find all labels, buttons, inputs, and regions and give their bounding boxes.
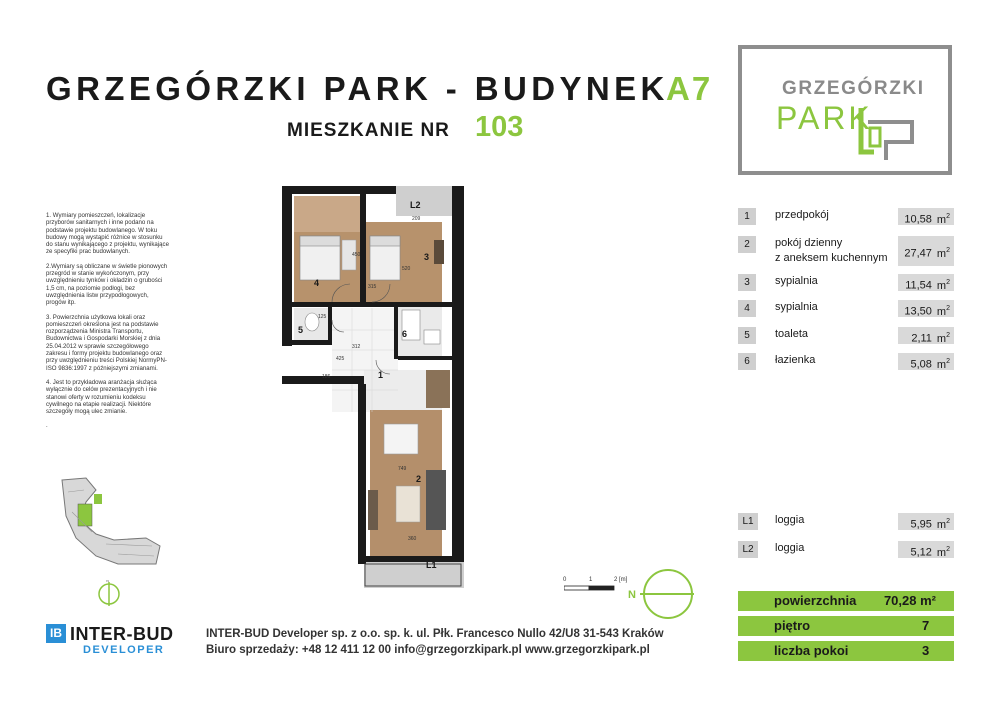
plan-label-6: 6	[402, 329, 408, 339]
room-6-name: łazienka	[775, 354, 816, 366]
note-4: 4. Jest to przykładowa aranżacja służąca wyłącznie do celów prezentacyjnych i nie stanowi oferty w rozumieniu kodeksu cywilnego na etapie realizacji. Niektóre szczegóły mogą ulec zmianie.	[46, 378, 157, 416]
compass-icon	[624, 566, 694, 622]
room-6-area: 5,08 $m^2$	[898, 353, 954, 370]
scale-tick-2: 2 [m]	[614, 577, 628, 583]
room-4-floor-upper	[294, 196, 362, 232]
scale-bar	[564, 585, 624, 593]
inter-bud-logo-name: INTER-BUD	[70, 624, 174, 644]
room-2-area: 27,47 $m^2$	[898, 236, 954, 266]
summary-area-label: powierzchnia	[774, 593, 857, 608]
key-plan	[56, 472, 166, 572]
note-5: .	[46, 422, 48, 430]
loggia-l2-name: loggia	[775, 542, 805, 554]
plan-label-2: 2	[416, 474, 422, 484]
summary-rooms-label: liczba pokoi	[774, 643, 849, 658]
room-1-number: 1	[738, 208, 756, 225]
apartment-number: 103	[475, 111, 524, 143]
plan-label-5: 5	[298, 325, 304, 335]
summary-floor-bar	[738, 616, 954, 636]
page-title: GRZEGÓRZKI PARK - BUDYNEK	[46, 70, 669, 107]
room-3-number: 3	[738, 274, 756, 291]
loggia-l2-floor	[396, 186, 452, 216]
brand-logo-top-text: GRZEGÓRZKI	[782, 78, 925, 99]
floor-plan	[276, 180, 472, 590]
room-3-name: sypialnia	[775, 275, 818, 287]
note-1: 1. Wymiary pomieszczeń, lokalizacje przyborów sanitarnych i inne podano na podstawie projektu budowlanego. W toku budowy mogą wystąpić różnice w stosunku do stanu wynikającego z projektu, wynikające ze specyfiki prac budowlanych.	[46, 212, 169, 256]
room-5-name: toaleta	[775, 328, 809, 340]
room-1-area: 10,58 $m^2$	[898, 208, 954, 225]
compass-north-label: N	[628, 589, 636, 601]
loggia-l2-area: 5,12 $m^2$	[898, 541, 954, 558]
plan-dim: 450	[352, 252, 361, 258]
plan-dim: 520	[402, 266, 411, 272]
sofa	[426, 470, 446, 530]
dining-table	[384, 424, 418, 454]
room-5-number: 5	[738, 327, 756, 344]
inter-bud-logo-box: IB	[46, 624, 66, 643]
loggia-l2-number: L2	[738, 541, 758, 558]
plan-dim: 425	[336, 356, 345, 362]
brand-logo-park-text: PARK	[776, 100, 873, 136]
apartment-label: MIESZKANIE NR	[287, 120, 450, 141]
room-4-name: sypialnia	[775, 301, 818, 313]
key-plan-compass-icon	[96, 580, 122, 606]
scale-tick-1: 1	[589, 577, 593, 583]
room-4-area: 13,50 $m^2$	[898, 300, 954, 317]
room-6-number: 6	[738, 353, 756, 370]
plan-label-1: 1	[378, 370, 384, 380]
summary-rooms-value: 3	[922, 643, 930, 658]
summary-floor-value: 7	[922, 618, 930, 633]
plan-label-3: 3	[424, 252, 430, 262]
plan-dim: 312	[352, 344, 361, 350]
room-2-number: 2	[738, 236, 756, 253]
summary-floor-label: piętro	[774, 618, 811, 633]
kitchen-counter	[426, 370, 450, 408]
loggia-l1-area: 5,95 $m^2$	[898, 513, 954, 530]
note-2: 2.Wymiary są obliczane w świetle pionowych przegród w stanie wykończonym, przy uwzględnieniu tynków i okładzin o grubości 1,5 cm, na poziomie podłogi, bez uwzględnienia listw przypodłogowych, progów itp.	[46, 262, 168, 307]
summary-area-bar	[738, 591, 954, 611]
plan-label-l1: L1	[426, 560, 437, 570]
room-1-name: przedpokój	[775, 209, 829, 221]
plan-dim: 186	[322, 374, 331, 380]
inter-bud-logo-sub: DEVELOPER	[83, 644, 165, 656]
svg-text:N: N	[106, 580, 109, 583]
loggia-l1-name: loggia	[775, 514, 805, 526]
summary-area-value: 70,28 m²	[883, 593, 936, 608]
plan-dim: 315	[368, 284, 377, 290]
room-4-number: 4	[738, 300, 756, 317]
notes-block	[46, 212, 170, 437]
brand-logo-mark	[858, 108, 916, 160]
room-2-name-line2: z aneksem kuchennym	[775, 252, 888, 264]
footer-address: INTER-BUD Developer sp. z o.o. sp. k. ul. Płk. Francesco Nullo 42/U8 31-543 Kraków	[206, 628, 664, 640]
room-5-area: 2,11 $m^2$	[898, 327, 954, 344]
plan-dim: 209	[412, 216, 421, 222]
plan-dim: 125	[318, 314, 327, 320]
note-3: 3. Powierzchnia użytkowa lokali oraz pomieszczeń określona jest na podstawie rozporządzenia Ministra Transportu, Budownictwa i Gospodarki Morskiej z dnia 25.04.2012 w sprawie szczegółowego zakresu i formy projektu budowlanego oraz przy uwzględnieniu treści Polskiej NormyPN-ISO 9836:1997 z późniejszymi zmianami.	[46, 313, 167, 372]
footer-contact: Biuro sprzedaży: +48 12 411 12 00 info@grzegorzkipark.pl www.grzegorzkipark.pl	[206, 644, 650, 656]
building-code: A7	[666, 70, 713, 107]
plan-dim: 360	[408, 536, 417, 542]
summary-rooms-bar	[738, 641, 954, 661]
room-3-area: 11,54 $m^2$	[898, 274, 954, 291]
scale-tick-0: 0	[563, 577, 567, 583]
room-2-name: pokój dzienny	[775, 237, 843, 249]
loggia-l1-number: L1	[738, 513, 758, 530]
plan-label-4: 4	[314, 278, 320, 288]
plan-label-l2: L2	[410, 200, 421, 210]
plan-dim: 749	[398, 466, 407, 472]
